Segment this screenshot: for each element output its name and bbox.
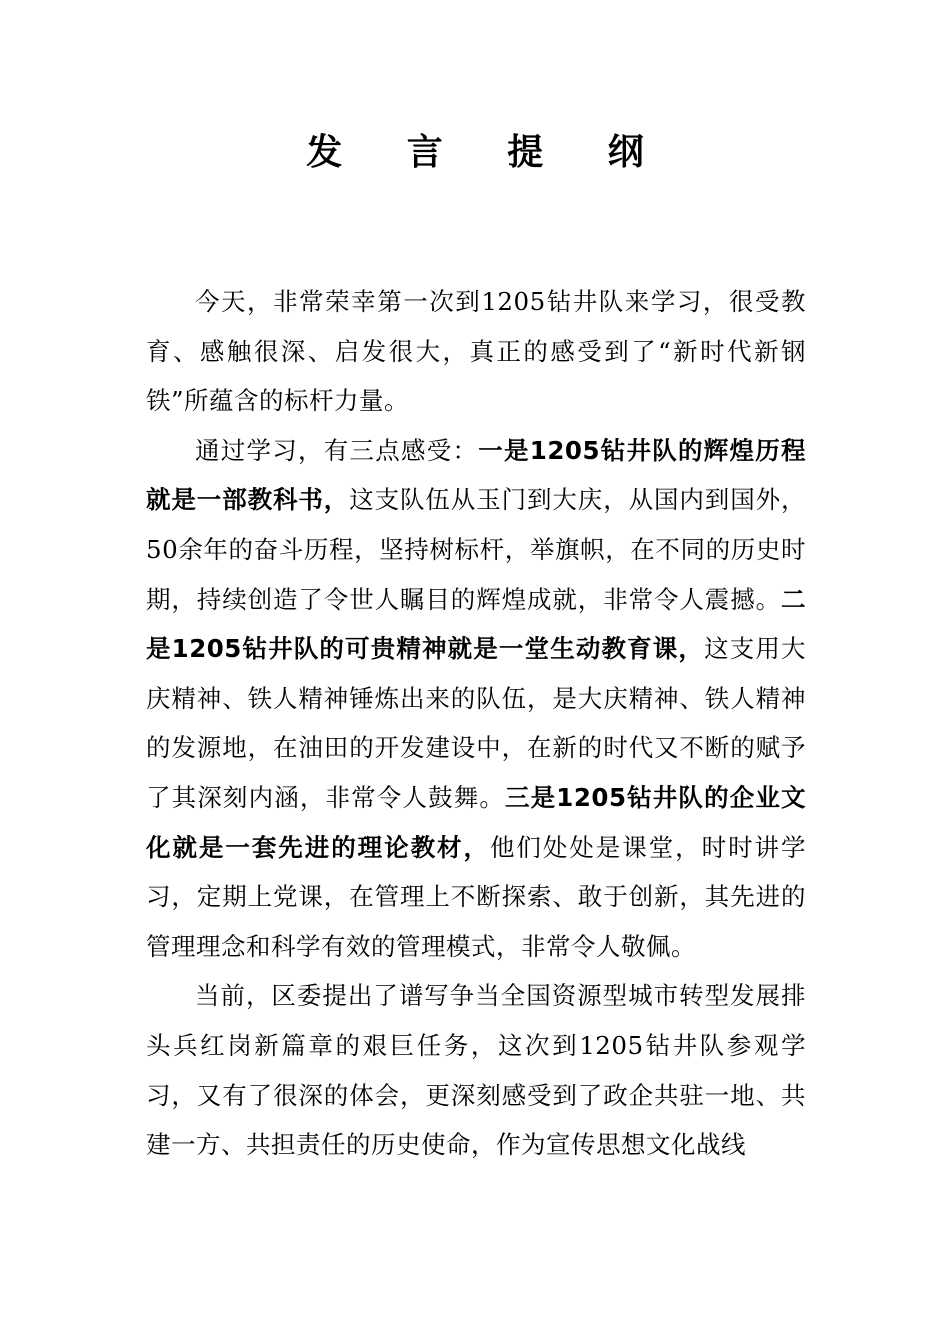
paragraph-3 <box>146 971 806 1169</box>
paragraph-text: 这支队伍从玉门到大庆，从国内到国外，50余年的奋斗历程，坚持树标杆，举旗帜，在不同的历史时期，持续创造了令世人瞩目的辉煌成就，非常令人震撼。 <box>146 485 807 614</box>
paragraph-text: 今天，非常荣幸第一次到1205钻井队来学习，很受教育、感触很深、启发很大，真正的感受到了“新时代新钢铁”所蕴含的标杆力量。 <box>146 287 806 416</box>
paragraph-text: 当前，区委提出了谱写争当全国资源型城市转型发展排头兵红岗新篇章的艰巨任务，这次到1205钻井队参观学习，又有了很深的体会，更深刻感受到了政企共驻一地、共建一方、共担责任的历史使命，作为宣传思想文化战线 <box>146 981 806 1160</box>
bold-point-one: 一是1205钻井队的辉煌历程就是一部教科书， <box>146 435 807 515</box>
paragraph-text: 这支用大庆精神、铁人精神锤炼出来的队伍，是大庆精神、铁人精神的发源地，在油田的开发建设中，在新的时代又不断的赋予了其深刻内涵，非常令人鼓舞。 <box>146 634 807 812</box>
paragraph-text: 他们处处是课堂，时时讲学习，定期上党课，在管理上不断探索、敢于创新，其先进的管理理念和科学有效的管理模式，非常令人敬佩。 <box>146 832 807 961</box>
page-title: 发 言 提 纲 <box>306 131 670 173</box>
bold-point-two: 二是1205钻井队的可贵精神就是一堂生动教育课， <box>146 584 806 664</box>
paragraph-2 <box>146 426 806 972</box>
paragraph-text: 通过学习，有三点感受： <box>195 435 479 465</box>
bold-point-three: 三是1205钻井队的企业文化就是一套先进的理论教材， <box>146 782 806 862</box>
document-body <box>146 277 806 1170</box>
paragraph-1 <box>146 277 806 426</box>
